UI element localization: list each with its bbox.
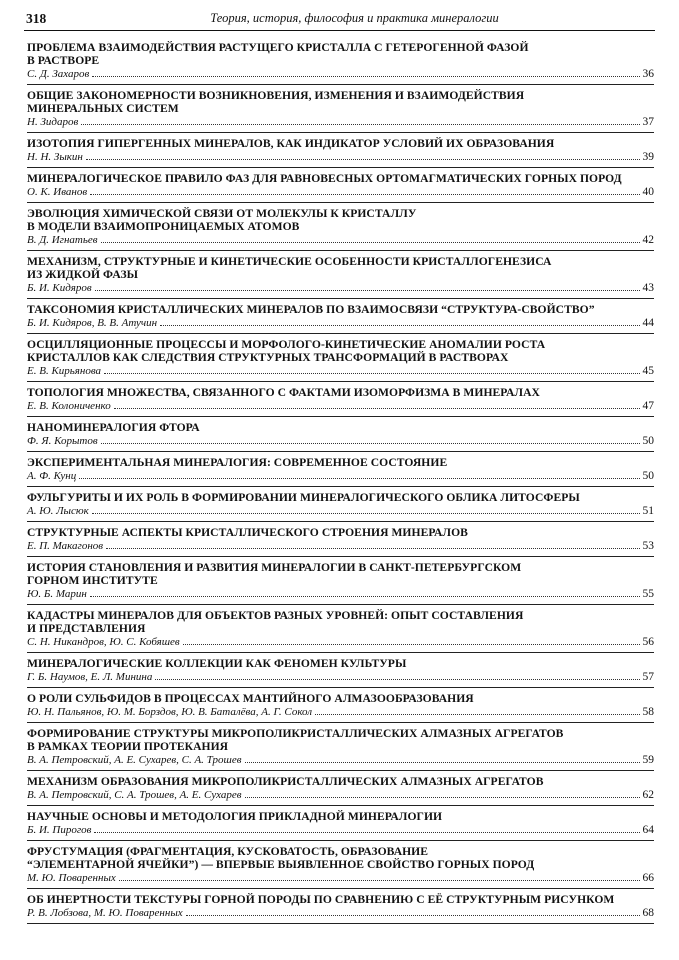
- entry-title-line: НАНОМИНЕРАЛОГИЯ ФТОРА: [27, 421, 200, 434]
- entry-authors: Н. Н. Зыкин: [27, 151, 83, 163]
- toc-entry: [27, 692, 654, 723]
- dot-leader: [104, 373, 639, 374]
- entry-title-line: ОСЦИЛЛЯЦИОННЫЕ ПРОЦЕССЫ И МОРФОЛОГО-КИНЕТИЧЕСКИЕ АНОМАЛИИ РОСТА: [27, 338, 546, 351]
- entry-title-line: ТАКСОНОМИЯ КРИСТАЛЛИЧЕСКИХ МИНЕРАЛОВ ПО ВЗАИМОСВЯЗИ “СТРУКТУРА-СВОЙСТВО”: [27, 303, 595, 316]
- entry-page-number: 53: [642, 540, 654, 552]
- toc-entry: [27, 41, 654, 85]
- entry-title-line: ЭКСПЕРИМЕНТАЛЬНАЯ МИНЕРАЛОГИЯ: СОВРЕМЕННОЕ СОСТОЯНИЕ: [27, 456, 448, 469]
- entry-page-number: 64: [642, 824, 654, 836]
- entry-page-number: 50: [642, 470, 654, 482]
- entry-title-line: НАУЧНЫЕ ОСНОВЫ И МЕТОДОЛОГИЯ ПРИКЛАДНОЙ МИНЕРАЛОГИИ: [27, 810, 443, 823]
- entry-title-line: ПРОБЛЕМА ВЗАИМОДЕЙСТВИЯ РАСТУЩЕГО КРИСТАЛЛА С ГЕТЕРОГЕННОЙ ФАЗОЙ: [27, 41, 529, 54]
- dot-leader: [114, 408, 640, 409]
- toc-entry: [27, 386, 654, 417]
- toc-entry: [27, 845, 654, 889]
- entry-title-line: ИЗ ЖИДКОЙ ФАЗЫ: [27, 268, 139, 281]
- dot-leader: [315, 714, 639, 715]
- entry-page-number: 43: [642, 282, 654, 294]
- entry-author-row: [27, 317, 654, 330]
- toc-entry: [27, 207, 654, 251]
- entry-title-line: ФРУСТУМАЦИЯ (ФРАГМЕНТАЦИЯ, КУСКОВАТОСТЬ, ОБРАЗОВАНИЕ: [27, 845, 429, 858]
- entry-page-number: 51: [642, 505, 654, 517]
- dot-leader: [119, 880, 640, 881]
- entry-authors: А. Ю. Лысюк: [27, 505, 89, 517]
- toc-entry: [27, 526, 654, 557]
- entry-authors: О. К. Иванов: [27, 186, 88, 198]
- toc-entry: [27, 657, 654, 688]
- entry-authors: Г. Б. Наумов, Е. Л. Минина: [27, 671, 153, 683]
- entry-author-row: [27, 151, 654, 164]
- toc-entry: [27, 421, 654, 452]
- dot-leader: [90, 596, 640, 597]
- entry-authors: С. Н. Никандров, Ю. С. Кобяшев: [27, 636, 180, 648]
- entry-title-line: В РАМКАХ ТЕОРИИ ПРОТЕКАНИЯ: [27, 740, 229, 753]
- dot-leader: [106, 548, 639, 549]
- entry-author-row: [27, 872, 654, 885]
- toc-entry: [27, 89, 654, 133]
- entry-author-row: [27, 435, 654, 448]
- entry-title-line: О РОЛИ СУЛЬФИДОВ В ПРОЦЕССАХ МАНТИЙНОГО АЛМАЗООБРАЗОВАНИЯ: [27, 692, 474, 705]
- entry-page-number: 44: [642, 317, 654, 329]
- entry-title-line: “ЭЛЕМЕНТАРНОЙ ЯЧЕЙКИ”) — ВПЕРВЫЕ ВЫЯВЛЕННОЕ СВОЙСТВО ГОРНЫХ ПОРОД: [27, 858, 535, 871]
- entry-author-row: [27, 789, 654, 802]
- dot-leader: [86, 159, 640, 160]
- entry-author-row: [27, 68, 654, 81]
- dot-leader: [245, 797, 640, 798]
- entry-authors: Ф. Я. Корытов: [27, 435, 98, 447]
- entry-authors: Н. Зидаров: [27, 116, 79, 128]
- entry-author-row: [27, 116, 654, 129]
- toc-entry: [27, 172, 654, 203]
- toc-entry: [27, 255, 654, 299]
- entry-title-line: В МОДЕЛИ ВЗАИМОПРОНИЦАЕМЫХ АТОМОВ: [27, 220, 300, 233]
- entry-page-number: 58: [642, 706, 654, 718]
- entry-title-line: МЕХАНИЗМ, СТРУКТУРНЫЕ И КИНЕТИЧЕСКИЕ ОСОБЕННОСТИ КРИСТАЛЛОГЕНЕЗИСА: [27, 255, 552, 268]
- entry-title-line: ГОРНОМ ИНСТИТУТЕ: [27, 574, 158, 587]
- page-number: 318: [26, 11, 47, 26]
- entry-page-number: 47: [642, 400, 654, 412]
- entry-author-row: [27, 588, 654, 601]
- toc-entry: [27, 338, 654, 382]
- entry-authors: Е. В. Кирьянова: [27, 365, 102, 377]
- dot-leader: [155, 679, 639, 680]
- entry-author-row: [27, 365, 654, 378]
- entry-author-row: [27, 282, 654, 295]
- entry-page-number: 68: [642, 907, 654, 919]
- dot-leader: [79, 478, 639, 479]
- entry-page-number: 39: [642, 151, 654, 163]
- entry-page-number: 62: [642, 789, 654, 801]
- toc-entry: [27, 456, 654, 487]
- entry-authors: Е. П. Макагонов: [27, 540, 104, 552]
- entry-page-number: 40: [642, 186, 654, 198]
- entry-title-line: ИЗОТОПИЯ ГИПЕРГЕННЫХ МИНЕРАЛОВ, КАК ИНДИКАТОР УСЛОВИЙ ИХ ОБРАЗОВАНИЯ: [27, 137, 555, 150]
- entry-author-row: [27, 671, 654, 684]
- toc-entry: [27, 775, 654, 806]
- dot-leader: [94, 832, 639, 833]
- entry-authors: Б. И. Кидяров: [27, 282, 92, 294]
- entry-page-number: 45: [642, 365, 654, 377]
- entry-author-row: [27, 754, 654, 767]
- entry-authors: М. Ю. Поваренных: [27, 872, 116, 884]
- entry-title-line: В РАСТВОРЕ: [27, 54, 100, 67]
- dot-leader: [92, 76, 639, 77]
- entry-title-line: МИНЕРАЛЬНЫХ СИСТЕМ: [27, 102, 179, 115]
- entry-authors: Е. В. Колониченко: [27, 400, 111, 412]
- dot-leader: [183, 644, 640, 645]
- entry-title-line: КРИСТАЛЛОВ КАК СЛЕДСТВИЯ СТРУКТУРНЫХ ТРАНСФОРМАЦИЙ В РАСТВОРАХ: [27, 351, 509, 364]
- toc-entry: [27, 893, 654, 924]
- entry-author-row: [27, 540, 654, 553]
- entry-author-row: [27, 400, 654, 413]
- entry-author-row: [27, 636, 654, 649]
- dot-leader: [101, 242, 640, 243]
- entry-title-line: СТРУКТУРНЫЕ АСПЕКТЫ КРИСТАЛЛИЧЕСКОГО СТРОЕНИЯ МИНЕРАЛОВ: [27, 526, 468, 539]
- dot-leader: [92, 513, 640, 514]
- entry-author-row: [27, 505, 654, 518]
- entry-author-row: [27, 470, 654, 483]
- dot-leader: [95, 290, 640, 291]
- dot-leader: [245, 762, 640, 763]
- entry-page-number: 55: [642, 588, 654, 600]
- entry-title-line: ЭВОЛЮЦИЯ ХИМИЧЕСКОЙ СВЯЗИ ОТ МОЛЕКУЛЫ К КРИСТАЛЛУ: [27, 207, 417, 220]
- toc-entry: [27, 303, 654, 334]
- entry-title-line: ФУЛЬГУРИТЫ И ИХ РОЛЬ В ФОРМИРОВАНИИ МИНЕРАЛОГИЧЕСКОГО ОБЛИКА ЛИТОСФЕРЫ: [27, 491, 580, 504]
- entry-page-number: 42: [642, 234, 654, 246]
- entry-authors: Б. И. Кидяров, В. В. Атучин: [27, 317, 158, 329]
- entry-page-number: 57: [642, 671, 654, 683]
- entry-author-row: [27, 706, 654, 719]
- entry-title-line: МИНЕРАЛОГИЧЕСКОЕ ПРАВИЛО ФАЗ ДЛЯ РАВНОВЕСНЫХ ОРТОМАГМАТИЧЕСКИХ ГОРНЫХ ПОРОД: [27, 172, 622, 185]
- entry-authors: В. Д. Игнатьев: [27, 234, 98, 246]
- toc-entry: [27, 810, 654, 841]
- entry-authors: Ю. Н. Пальянов, Ю. М. Борздов, Ю. В. Баталёва, А. Г. Сокол: [27, 706, 313, 718]
- toc-entry: [27, 561, 654, 605]
- entry-page-number: 59: [642, 754, 654, 766]
- running-title: Теория, история, философия и практика минералогии: [210, 11, 499, 25]
- entry-authors: С. Д. Захаров: [27, 68, 90, 80]
- toc-entry: [27, 727, 654, 771]
- entry-title-line: МИНЕРАЛОГИЧЕСКИЕ КОЛЛЕКЦИИ КАК ФЕНОМЕН КУЛЬТУРЫ: [27, 657, 407, 670]
- entry-authors: Ю. Б. Марин: [27, 588, 87, 600]
- dot-leader: [160, 325, 639, 326]
- dot-leader: [81, 124, 639, 125]
- entry-title-line: ИСТОРИЯ СТАНОВЛЕНИЯ И РАЗВИТИЯ МИНЕРАЛОГИИ В САНКТ-ПЕТЕРБУРГСКОМ: [27, 561, 522, 574]
- entry-page-number: 56: [642, 636, 654, 648]
- entry-authors: Б. И. Пирогов: [27, 824, 92, 836]
- entry-page-number: 66: [642, 872, 654, 884]
- toc-entry: [27, 491, 654, 522]
- entry-title-line: МЕХАНИЗМ ОБРАЗОВАНИЯ МИКРОПОЛИКРИСТАЛЛИЧЕСКИХ АЛМАЗНЫХ АГРЕГАТОВ: [27, 775, 544, 788]
- entry-authors: А. Ф. Кунц: [27, 470, 77, 482]
- entry-author-row: [27, 234, 654, 247]
- table-of-contents: [27, 41, 654, 928]
- entry-authors: В. А. Петровский, А. Е. Сухарев, С. А. Трошев: [27, 754, 242, 766]
- entry-author-row: [27, 824, 654, 837]
- entry-page-number: 50: [642, 435, 654, 447]
- entry-page-number: 37: [642, 116, 654, 128]
- entry-authors: В. А. Петровский, С. А. Трошев, А. Е. Сухарев: [27, 789, 242, 801]
- running-header: [24, 8, 655, 31]
- entry-page-number: 36: [642, 68, 654, 80]
- dot-leader: [186, 915, 640, 916]
- entry-title-line: ФОРМИРОВАНИЕ СТРУКТУРЫ МИКРОПОЛИКРИСТАЛЛИЧЕСКИХ АЛМАЗНЫХ АГРЕГАТОВ: [27, 727, 564, 740]
- entry-title-line: ОБ ИНЕРТНОСТИ ТЕКСТУРЫ ГОРНОЙ ПОРОДЫ ПО СРАВНЕНИЮ С ЕЁ СТРУКТУРНЫМ РИСУНКОМ: [27, 893, 615, 906]
- toc-entry: [27, 609, 654, 653]
- entry-author-row: [27, 186, 654, 199]
- entry-title-line: ОБЩИЕ ЗАКОНОМЕРНОСТИ ВОЗНИКНОВЕНИЯ, ИЗМЕНЕНИЯ И ВЗАИМОДЕЙСТВИЯ: [27, 89, 525, 102]
- entry-authors: Р. В. Лобзова, М. Ю. Поваренных: [27, 907, 183, 919]
- entry-author-row: [27, 907, 654, 920]
- entry-title-line: ТОПОЛОГИЯ МНОЖЕСТВА, СВЯЗАННОГО С ФАКТАМИ ИЗОМОРФИЗМА В МИНЕРАЛАХ: [27, 386, 540, 399]
- toc-entry: [27, 137, 654, 168]
- entry-title-line: КАДАСТРЫ МИНЕРАЛОВ ДЛЯ ОБЪЕКТОВ РАЗНЫХ УРОВНЕЙ: ОПЫТ СОСТАВЛЕНИЯ: [27, 609, 524, 622]
- dot-leader: [90, 194, 639, 195]
- dot-leader: [101, 443, 640, 444]
- entry-title-line: И ПРЕДСТАВЛЕНИЯ: [27, 622, 146, 635]
